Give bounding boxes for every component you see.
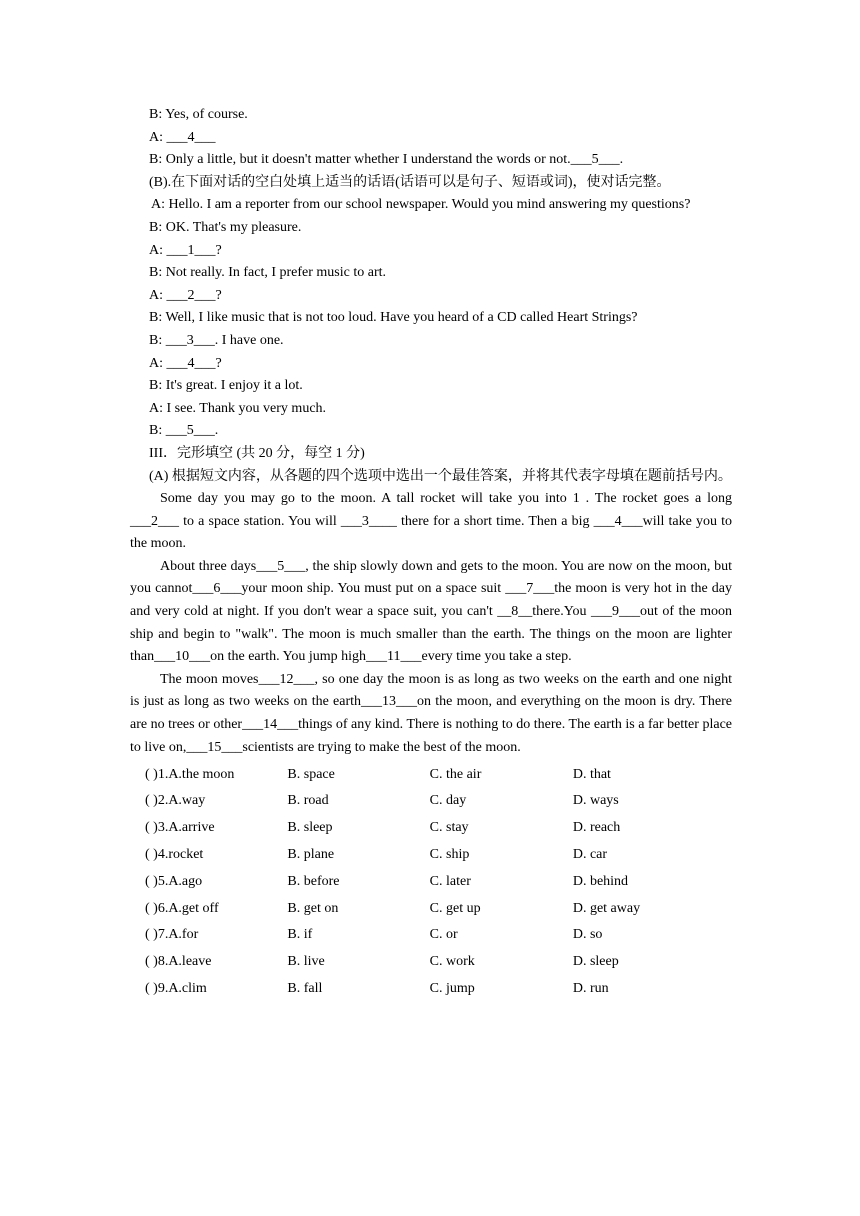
option-b: B. before bbox=[287, 873, 340, 889]
option-c: C. stay bbox=[429, 820, 469, 836]
option-c: C. work bbox=[429, 954, 475, 970]
section-title: III．完形填空 (共 20 分，每空 1 分) bbox=[149, 445, 365, 461]
question-row bbox=[145, 949, 732, 976]
option-d: D. that bbox=[572, 766, 611, 782]
dialog-line: A: ___1___? bbox=[149, 242, 222, 258]
question-number: ( )7.A.for bbox=[145, 927, 199, 943]
question-number: ( )6.A.get off bbox=[145, 900, 219, 916]
question-number: ( )4.rocket bbox=[145, 847, 204, 862]
question-row bbox=[145, 842, 732, 869]
option-c: C. ship bbox=[429, 847, 470, 862]
dialog-line: B: Not really. In fact, I prefer music to art. bbox=[149, 265, 387, 281]
options-table bbox=[145, 761, 732, 1002]
dialog-line: A: Hello. I am a reporter from our school newspaper. Would you mind answering my questions? bbox=[151, 197, 691, 213]
dialog-line: B: Well, I like music that is not too loud. Have you heard of a CD called Heart Strings? bbox=[149, 310, 638, 326]
question-row bbox=[145, 788, 732, 815]
question-number: ( )1.A.the moon bbox=[145, 766, 235, 782]
question-row bbox=[145, 922, 732, 949]
option-d: D. get away bbox=[572, 900, 641, 916]
question-row bbox=[145, 761, 732, 788]
question-number: ( )2.A.way bbox=[145, 793, 206, 809]
passage-paragraph: The moon moves___12___, so one day the moon is as long as two weeks on the earth and one night is just as long as two weeks on the earth___13___on the moon, and everything on the moon is dry. There are no trees or other___14___things of any kind. There is nothing to do there. The earth is a far better place to live on,___15___scientists are trying to make the best of the moon. bbox=[130, 671, 732, 755]
option-d: D. car bbox=[572, 847, 608, 862]
question-row bbox=[145, 895, 732, 922]
dialog-line: A: ___4___ bbox=[149, 129, 216, 145]
option-d: D. so bbox=[572, 927, 603, 943]
dialog-line: A: ___2___? bbox=[149, 287, 222, 303]
option-c: C. get up bbox=[429, 900, 481, 916]
option-d: D. run bbox=[572, 980, 609, 996]
question-number: ( )3.A.arrive bbox=[145, 820, 215, 836]
dialog-line: B: Yes, of course. bbox=[149, 107, 248, 122]
option-b: B. plane bbox=[287, 847, 335, 862]
option-b: B. live bbox=[287, 954, 325, 970]
dialog-line: B: OK. That's my pleasure. bbox=[149, 219, 302, 235]
question-number: ( )5.A.ago bbox=[145, 873, 203, 889]
option-c: C. day bbox=[429, 793, 467, 809]
option-c: C. jump bbox=[429, 980, 475, 996]
dialog-line: A: I see. Thank you very much. bbox=[149, 400, 327, 416]
question-number: ( )9.A.clim bbox=[145, 980, 207, 996]
dialog-line: A: ___4___? bbox=[149, 355, 222, 371]
option-b: B. if bbox=[287, 927, 313, 943]
dialog-line: B: ___5___. bbox=[149, 423, 219, 439]
option-b: B. fall bbox=[287, 980, 323, 996]
passage-paragraph: About three days___5___, the ship slowly down and gets to the moon. You are now on the moon, but you cannot___6___your moon ship. You must put on a space suit ___7___the moon is very hot in the day and very cold at night. If you don't wear a space suit, you can't __8__there.You ___9___out of the moon ship and begin to "walk". The moon is much smaller than the earth. The things on the moon are lighter than___10___on the earth. You jump high___11___every time you take a step. bbox=[130, 558, 732, 665]
dialog-line: B: Only a little, but it doesn't matter whether I understand the words or not.___5___. bbox=[149, 152, 624, 168]
option-d: D. behind bbox=[572, 873, 629, 889]
question-number: ( )8.A.leave bbox=[145, 954, 212, 970]
option-c: C. or bbox=[429, 927, 458, 943]
passage-paragraph: Some day you may go to the moon. A tall rocket will take you into 1 . The rocket goes a long ___2___ to a space station. You will ___3____ there for a short time. Then a big ___4___will take you to the moon. bbox=[130, 491, 732, 552]
option-b: B. sleep bbox=[287, 820, 333, 836]
section-instruction: (A) 根据短文内容，从各题的四个选项中选出一个最佳答案，并将其代表字母填在题前括号内。 bbox=[149, 468, 732, 484]
option-b: B. space bbox=[287, 766, 335, 782]
question-row bbox=[145, 868, 732, 895]
option-b: B. road bbox=[287, 793, 329, 809]
option-d: D. ways bbox=[572, 793, 619, 809]
document-page bbox=[130, 104, 732, 1002]
question-row bbox=[145, 976, 732, 1003]
dialog-line: B: ___3___. I have one. bbox=[149, 332, 284, 348]
option-d: D. sleep bbox=[572, 954, 619, 970]
option-c: C. the air bbox=[429, 766, 482, 782]
option-b: B. get on bbox=[287, 900, 339, 916]
option-c: C. later bbox=[429, 873, 471, 889]
dialog-line: B: It's great. I enjoy it a lot. bbox=[149, 378, 303, 394]
question-row bbox=[145, 815, 732, 842]
option-d: D. reach bbox=[572, 820, 621, 836]
section-b-heading: (B).在下面对话的空白处填上适当的话语(话语可以是句子、短语或词)，使对话完整。 bbox=[149, 174, 671, 190]
